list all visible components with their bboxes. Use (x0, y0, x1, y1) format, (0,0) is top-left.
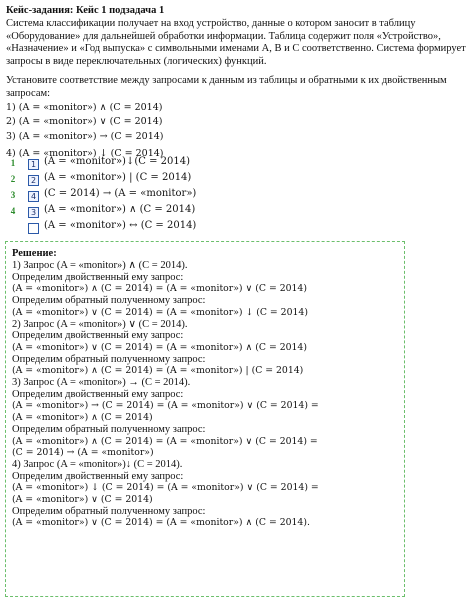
query-2: 2) (A = «monitor») ∨ (C = 2014) (6, 116, 163, 128)
solution-formula: (C = 2014) → (A = «monitor») (12, 447, 154, 459)
query-1: 1) (A = «monitor») ∧ (C = 2014) (6, 101, 163, 113)
solution-text: Определим обратный полученному запрос: (12, 353, 206, 365)
case-page (6, 4, 468, 162)
answer-select-box[interactable]: 1 (28, 159, 39, 170)
answer-select-box[interactable] (28, 223, 39, 234)
answer-text: (A = «monitor»)↓(C = 2014) (44, 156, 190, 167)
solution-formula: (A = «monitor») ∨ (C = 2014) = (A = «monitor») ↓ (C = 2014) (12, 306, 308, 318)
query-4: 4) (A = «monitor») ↓ (C = 2014) (6, 148, 164, 160)
answer-select-box[interactable]: 3 (28, 207, 39, 218)
answer-row (8, 220, 308, 236)
solution-formula: (A = «monitor») ∧ (C = 2014) = (A = «monitor») ∨ (C = 2014) (12, 283, 307, 295)
answer-number: 3 (10, 190, 16, 200)
solution-formula: (A = «monitor») ∨ (C = 2014) (12, 494, 153, 506)
solution-formula: (A = «monitor») ∨ (C = 2014) = (A = «monitor») ∧ (C = 2014). (12, 517, 310, 529)
answer-list (8, 156, 308, 236)
answer-row (8, 204, 308, 220)
solution-text: Определим двойственный ему запрос: (12, 271, 184, 283)
solution-formula: (A = «monitor») ∧ (C = 2014) = (A = «monitor») | (C = 2014) (12, 365, 304, 377)
solution-formula: (A = «monitor») ∧ (C = 2014) = (A = «monitor») ∨ (C = 2014) = (12, 435, 318, 447)
answer-row (8, 188, 308, 204)
solution-lines (12, 260, 404, 529)
solution-text: 3) Запрос (A = «monitor») → (C = 2014). (12, 377, 191, 389)
answer-text: (A = «monitor») ↔ (C = 2014) (44, 220, 197, 231)
solution-formula: (A = «monitor») ∨ (C = 2014) = (A = «monitor») ∧ (C = 2014) (12, 341, 307, 353)
answer-select-box[interactable]: 4 (28, 191, 39, 202)
solution-formula: (A = «monitor») → (C = 2014) = (A = «monitor») ∨ (C = 2014) = (12, 400, 319, 412)
answer-number: 2 (10, 174, 16, 184)
answer-number: 4 (10, 206, 16, 216)
solution-text: 4) Запрос (A = «monitor»)↓ (C = 2014). (12, 458, 183, 470)
solution-formula: (A = «monitor») ↓ (C = 2014) = (A = «monitor») ∨ (C = 2014) = (12, 482, 319, 494)
solution-text: Определим двойственный ему запрос: (12, 470, 184, 482)
answer-select-box[interactable]: 2 (28, 175, 39, 186)
solution-title: Решение: (12, 248, 57, 259)
solution-text: 1) Запрос (A = «monitor») ∧ (C = 2014). (12, 260, 188, 271)
answer-text: (C = 2014) → (A = «monitor») (44, 188, 197, 199)
solution-text: Определим обратный полученному запрос: (12, 423, 206, 435)
solution-text: Определим двойственный ему запрос: (12, 388, 184, 400)
query-3: 3) (A = «monitor») → (C = 2014) (6, 130, 164, 142)
solution-text: Определим обратный полученному запрос: (12, 295, 206, 307)
solution-formula: (A = «monitor») ∧ (C = 2014) (12, 412, 153, 424)
answer-text: (A = «monitor») ∧ (C = 2014) (44, 204, 196, 215)
solution-text: Определим двойственный ему запрос: (12, 330, 184, 342)
answer-text: (A = «monitor») | (C = 2014) (44, 172, 192, 183)
answer-row (8, 172, 308, 188)
answer-number: 1 (10, 158, 16, 168)
case-title: Кейс-задания: Кейс 1 подзадача 1 (6, 5, 165, 16)
solution-text: 2) Запрос (A = «monitor») ∨ (C = 2014). (12, 318, 188, 330)
solution-panel (5, 241, 405, 597)
task-text: Установите соответствие между запросами к данным из таблицы и обратными к их двойственным запросам: (6, 75, 447, 99)
answer-row (8, 156, 308, 172)
solution-text: Определим обратный полученному запрос: (12, 505, 206, 517)
query-list (6, 101, 468, 162)
case-intro: Система классификации получает на вход устройство, данные о котором заносит в таблицу «Оборудование» для дальнейшей обработки информации. Таблица содержит поля «Устройство», «Назначение» и «Год выпуска» с символьными именами A, B и C соответственно. Система формирует запросы в виде переключательных (логических) функций. (6, 18, 466, 67)
